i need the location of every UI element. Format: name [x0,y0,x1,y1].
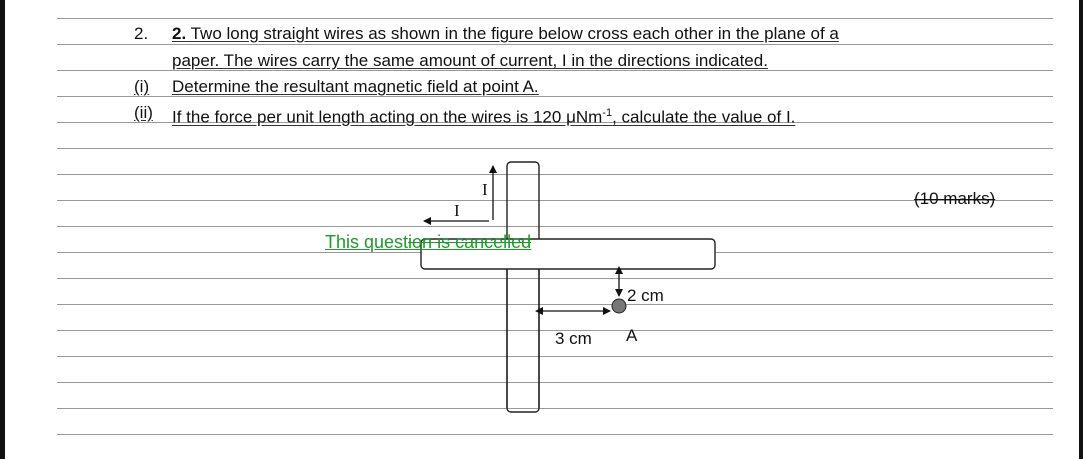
part-ii-text-main: If the force per unit length acting on the wires is 120 μNm [172,107,603,127]
cancelled-note-struck: ion is cancelled [408,232,532,252]
question-number: 2. [134,24,149,43]
question-stem-line2: paper. The wires carry the same amount of current, I in the directions indicated. [172,51,768,70]
current-label-vertical: I [482,180,488,199]
part-i-label: (i) [134,77,150,96]
part-ii-label: (ii) [134,103,153,122]
cancelled-note [325,232,531,252]
cancelled-note-prefix: This quest [325,232,409,252]
part-ii-superscript: -1 [602,107,613,119]
point-a-label: A [626,326,638,345]
distance-label-2cm: 2 cm [627,286,664,305]
question-stem-line1-text: Two long straight wires as shown in the figure below cross each other in the plane of a [186,24,839,43]
part-i-text: Determine the resultant magnetic field at point A. [172,77,539,96]
current-label-horizontal: I [454,201,460,220]
part-ii-text-end: , calculate the value of I. [612,107,796,127]
point-a-marker [612,299,626,313]
question-bold-number: 2. [172,24,187,43]
marks-label: (10 marks) [914,189,996,208]
vertical-wire [507,162,539,412]
distance-label-3cm: 3 cm [555,329,592,348]
